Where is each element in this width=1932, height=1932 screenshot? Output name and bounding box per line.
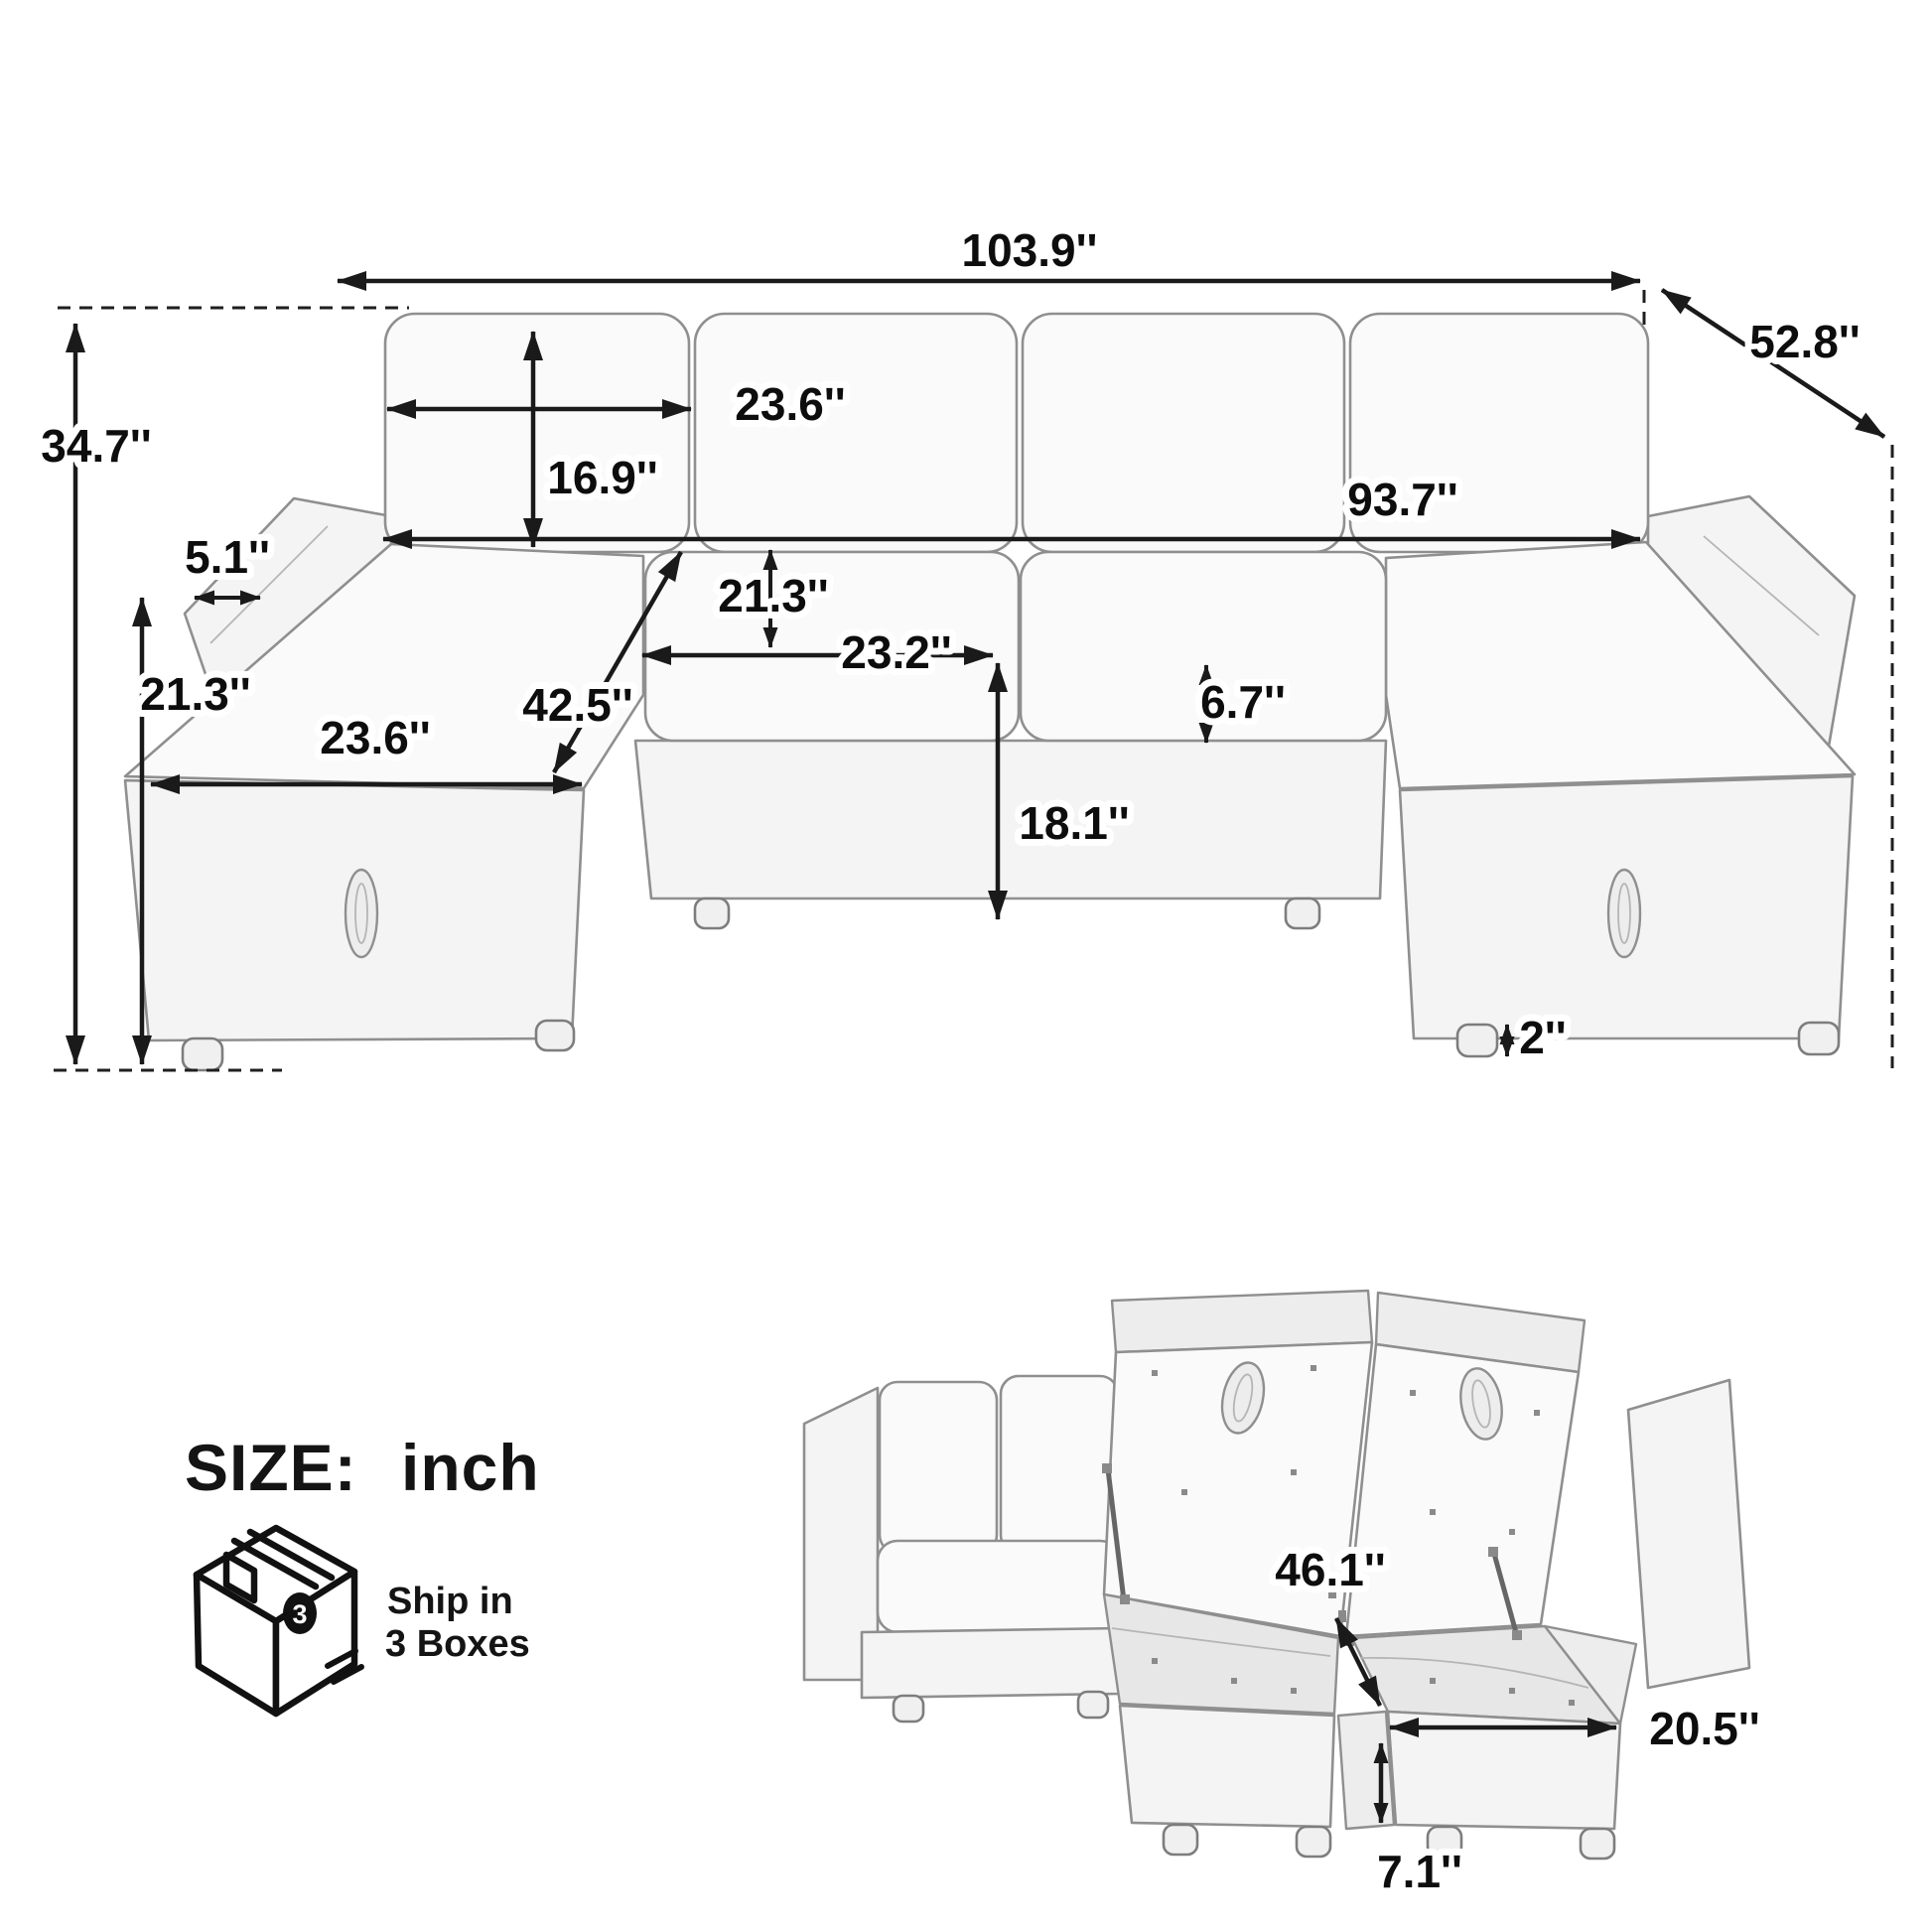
middle-base xyxy=(635,741,1386,898)
back-cushion-3 xyxy=(1023,314,1344,552)
dim-back-cushion-height-label: 16.9'' xyxy=(547,452,658,503)
storage-back-cushion-2 xyxy=(1001,1376,1118,1553)
dim-diagonal-depth-label: 52.8'' xyxy=(1749,316,1861,367)
dim-storage-interior-depth-label: 7.1'' xyxy=(1377,1846,1462,1897)
dim-overall-width xyxy=(338,224,1644,328)
dim-overall-height-label: 34.7'' xyxy=(41,420,152,472)
box-count-badge-label: 3 xyxy=(292,1599,308,1629)
storage-seat-cushion xyxy=(878,1541,1120,1632)
size-unit-block xyxy=(185,1431,540,1714)
size-label: SIZE: xyxy=(185,1431,357,1504)
dim-inner-width-label: 93.7'' xyxy=(1347,474,1458,525)
dim-overall-width-label: 103.9'' xyxy=(961,224,1098,276)
storage-right-armrest xyxy=(1628,1380,1749,1688)
dim-leg-height-label: 2'' xyxy=(1519,1012,1567,1063)
storage-box-leg xyxy=(1297,1827,1330,1857)
back-cushion-1 xyxy=(385,314,689,552)
dim-chaise-seat-height-label: 21.3'' xyxy=(140,668,251,720)
size-unit: inch xyxy=(401,1431,540,1504)
dim-storage-interior-width-label: 20.5'' xyxy=(1649,1703,1760,1754)
main-sofa-illustration xyxy=(125,314,1855,1070)
sofa-leg xyxy=(695,898,729,928)
storage-box-leg xyxy=(1581,1829,1614,1859)
dim-armrest-width-label: 5.1'' xyxy=(185,531,270,583)
dim-seat-height-label: 18.1'' xyxy=(1019,797,1130,849)
sofa-leg xyxy=(536,1021,574,1050)
box-divider-face xyxy=(1338,1712,1394,1829)
storage-sofa-leg xyxy=(894,1696,923,1722)
sofa-leg xyxy=(1457,1025,1497,1056)
dim-seat-cushion-width-label: 23.2'' xyxy=(841,626,952,678)
dim-back-cushion-width-label: 23.6'' xyxy=(735,378,846,430)
dim-storage-interior-length-label: 46.1'' xyxy=(1275,1544,1386,1595)
sofa-leg xyxy=(183,1038,222,1070)
storage-sofa-base xyxy=(862,1628,1120,1698)
dim-seat-back-depth-label: 21.3'' xyxy=(718,570,829,621)
dim-chaise-length-label: 42.5'' xyxy=(522,679,633,731)
left-box-front-face xyxy=(1120,1706,1334,1827)
sofa-leg xyxy=(1799,1023,1839,1054)
storage-box-leg xyxy=(1164,1825,1197,1855)
storage-back-cushion-1 xyxy=(880,1382,997,1553)
seat-cushion-1 xyxy=(645,552,1019,741)
dim-chaise-width-label: 23.6'' xyxy=(320,712,431,763)
back-cushion-2 xyxy=(695,314,1017,552)
dim-seat-cushion-thickness-label: 6.7'' xyxy=(1200,676,1286,728)
shipping-box-icon xyxy=(197,1528,361,1714)
ship-in-line1: Ship in xyxy=(387,1581,513,1622)
storage-sofa-leg xyxy=(1078,1692,1108,1718)
ship-in-line2: 3 Boxes xyxy=(385,1623,530,1665)
sofa-leg xyxy=(1286,898,1319,928)
